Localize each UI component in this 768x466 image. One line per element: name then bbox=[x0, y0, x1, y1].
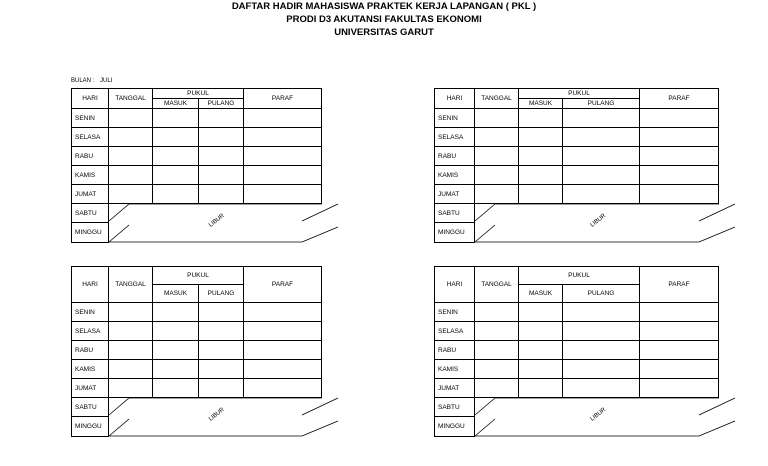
libur-left-slash-1 bbox=[109, 204, 129, 221]
day-label: RABU bbox=[435, 341, 475, 360]
col-paraf-header: PARAF bbox=[640, 89, 719, 109]
col-hari-header: HARI bbox=[72, 89, 109, 109]
attendance-table-2 bbox=[434, 88, 719, 243]
blank-cell[interactable] bbox=[153, 166, 199, 185]
col-tanggal-header: TANGGAL bbox=[475, 267, 519, 303]
day-row bbox=[435, 128, 719, 147]
day-row bbox=[435, 360, 719, 379]
day-label: SELASA bbox=[72, 322, 109, 341]
col-pukul-header: PUKUL bbox=[519, 89, 640, 99]
weekend-row bbox=[72, 398, 322, 417]
blank-cell[interactable] bbox=[153, 109, 199, 128]
day-row bbox=[72, 360, 322, 379]
libur-strip bbox=[475, 204, 735, 244]
blank-cell[interactable] bbox=[475, 185, 519, 204]
blank-cell[interactable] bbox=[563, 379, 640, 398]
blank-cell[interactable] bbox=[153, 341, 199, 360]
day-label: JUMAT bbox=[72, 379, 109, 398]
blank-cell[interactable] bbox=[519, 303, 563, 322]
libur-left-slash-1 bbox=[109, 398, 129, 415]
header-row bbox=[72, 267, 322, 285]
blank-cell[interactable] bbox=[199, 379, 244, 398]
day-row bbox=[435, 109, 719, 128]
weekend-label: SABTU bbox=[72, 398, 109, 417]
header-row bbox=[435, 89, 719, 99]
col-pulang-header: PULANG bbox=[563, 99, 640, 109]
attendance-table-4 bbox=[434, 266, 719, 437]
blank-cell[interactable] bbox=[153, 379, 199, 398]
day-label: JUMAT bbox=[72, 185, 109, 204]
blank-cell[interactable] bbox=[109, 360, 153, 379]
blank-cell[interactable] bbox=[199, 303, 244, 322]
blank-cell[interactable] bbox=[475, 109, 519, 128]
day-label: JUMAT bbox=[435, 185, 475, 204]
blank-cell[interactable] bbox=[475, 303, 519, 322]
weekend-label: MINGGU bbox=[435, 223, 475, 242]
blank-cell[interactable] bbox=[475, 322, 519, 341]
libur-area bbox=[109, 398, 322, 437]
col-pukul-header: PUKUL bbox=[153, 89, 244, 99]
col-masuk-header: MASUK bbox=[153, 285, 199, 303]
blank-cell[interactable] bbox=[640, 341, 719, 360]
blank-cell[interactable] bbox=[109, 322, 153, 341]
col-masuk-header: MASUK bbox=[519, 99, 563, 109]
blank-cell[interactable] bbox=[475, 341, 519, 360]
libur-strip bbox=[109, 204, 338, 244]
blank-cell[interactable] bbox=[153, 128, 199, 147]
libur-text: LIBUR bbox=[208, 212, 226, 229]
attendance-table-3 bbox=[71, 266, 322, 437]
day-row bbox=[72, 166, 322, 185]
day-row bbox=[435, 341, 719, 360]
blank-cell[interactable] bbox=[199, 109, 244, 128]
blank-cell[interactable] bbox=[109, 128, 153, 147]
day-label: KAMIS bbox=[72, 360, 109, 379]
blank-cell[interactable] bbox=[199, 341, 244, 360]
libur-right-slash-1 bbox=[699, 398, 735, 415]
day-row bbox=[72, 185, 322, 204]
blank-cell[interactable] bbox=[640, 109, 719, 128]
day-row bbox=[72, 379, 322, 398]
month-value: JULI bbox=[100, 78, 113, 84]
col-pulang-header: PULANG bbox=[563, 285, 640, 303]
blank-cell[interactable] bbox=[475, 379, 519, 398]
title-line-3: UNIVERSITAS GARUT bbox=[334, 27, 434, 38]
blank-cell[interactable] bbox=[109, 379, 153, 398]
col-tanggal-header: TANGGAL bbox=[109, 267, 153, 303]
blank-cell[interactable] bbox=[199, 147, 244, 166]
col-pulang-header: PULANG bbox=[199, 99, 244, 109]
blank-cell[interactable] bbox=[244, 360, 322, 379]
day-row bbox=[435, 322, 719, 341]
weekend-row bbox=[72, 204, 322, 223]
day-label: JUMAT bbox=[435, 379, 475, 398]
libur-left-slash-1 bbox=[475, 204, 495, 221]
blank-cell[interactable] bbox=[153, 147, 199, 166]
libur-right-slash-2 bbox=[302, 227, 338, 242]
libur-strip bbox=[475, 398, 735, 438]
blank-cell[interactable] bbox=[519, 379, 563, 398]
day-row bbox=[435, 379, 719, 398]
blank-cell[interactable] bbox=[563, 147, 640, 166]
blank-cell[interactable] bbox=[153, 322, 199, 341]
day-row bbox=[72, 322, 322, 341]
libur-right-slash-2 bbox=[699, 421, 735, 436]
header-row bbox=[72, 89, 322, 99]
libur-area bbox=[475, 204, 719, 243]
libur-left-slash-1 bbox=[475, 398, 495, 415]
libur-left-slash-2 bbox=[109, 225, 129, 242]
weekend-label: MINGGU bbox=[72, 417, 109, 436]
day-row bbox=[72, 128, 322, 147]
col-hari-header: HARI bbox=[435, 267, 475, 303]
day-row bbox=[435, 166, 719, 185]
blank-cell[interactable] bbox=[519, 128, 563, 147]
blank-cell[interactable] bbox=[199, 322, 244, 341]
blank-cell[interactable] bbox=[640, 379, 719, 398]
day-label: RABU bbox=[72, 147, 109, 166]
col-hari-header: HARI bbox=[435, 89, 475, 109]
libur-text: LIBUR bbox=[589, 406, 608, 423]
libur-area bbox=[109, 204, 322, 243]
day-row bbox=[435, 147, 719, 166]
blank-cell[interactable] bbox=[199, 166, 244, 185]
blank-cell[interactable] bbox=[640, 322, 719, 341]
blank-cell[interactable] bbox=[519, 360, 563, 379]
blank-cell[interactable] bbox=[563, 360, 640, 379]
blank-cell[interactable] bbox=[109, 303, 153, 322]
blank-cell[interactable] bbox=[640, 166, 719, 185]
blank-cell[interactable] bbox=[244, 128, 322, 147]
libur-text: LIBUR bbox=[589, 212, 608, 229]
blank-cell[interactable] bbox=[475, 128, 519, 147]
weekend-label: MINGGU bbox=[435, 417, 475, 436]
day-label: SENIN bbox=[435, 109, 475, 128]
blank-cell[interactable] bbox=[109, 109, 153, 128]
libur-right-slash-2 bbox=[302, 421, 338, 436]
libur-left-slash-2 bbox=[475, 225, 495, 242]
document-header bbox=[0, 0, 768, 39]
libur-wrapper bbox=[475, 398, 719, 436]
libur-right-slash-1 bbox=[302, 398, 338, 415]
day-label: SENIN bbox=[72, 109, 109, 128]
day-label: SELASA bbox=[435, 322, 475, 341]
col-masuk-header: MASUK bbox=[153, 99, 199, 109]
weekend-label: SABTU bbox=[72, 204, 109, 223]
blank-cell[interactable] bbox=[640, 147, 719, 166]
weekend-label: SABTU bbox=[435, 398, 475, 417]
day-row bbox=[435, 303, 719, 322]
col-pukul-header: PUKUL bbox=[519, 267, 640, 285]
title-line-2: PRODI D3 AKUTANSI FAKULTAS EKONOMI bbox=[286, 14, 482, 25]
blank-cell[interactable] bbox=[640, 128, 719, 147]
day-label: SELASA bbox=[435, 128, 475, 147]
blank-cell[interactable] bbox=[475, 166, 519, 185]
attendance-table-1 bbox=[71, 88, 322, 243]
day-label: SENIN bbox=[72, 303, 109, 322]
day-row bbox=[72, 109, 322, 128]
blank-cell[interactable] bbox=[640, 360, 719, 379]
blank-cell[interactable] bbox=[244, 303, 322, 322]
day-label: SELASA bbox=[72, 128, 109, 147]
blank-cell[interactable] bbox=[244, 147, 322, 166]
libur-right-slash-2 bbox=[699, 227, 735, 242]
day-row bbox=[72, 341, 322, 360]
blank-cell[interactable] bbox=[199, 360, 244, 379]
libur-wrapper bbox=[109, 204, 322, 242]
libur-wrapper bbox=[475, 204, 719, 242]
blank-cell[interactable] bbox=[153, 185, 199, 204]
libur-left-slash-2 bbox=[109, 419, 129, 436]
blank-cell[interactable] bbox=[199, 128, 244, 147]
blank-cell[interactable] bbox=[109, 147, 153, 166]
libur-right-slash-1 bbox=[302, 204, 338, 221]
col-paraf-header: PARAF bbox=[640, 267, 719, 303]
col-pulang-header: PULANG bbox=[199, 285, 244, 303]
day-row bbox=[72, 147, 322, 166]
day-label: SENIN bbox=[435, 303, 475, 322]
day-label: KAMIS bbox=[72, 166, 109, 185]
blank-cell[interactable] bbox=[519, 322, 563, 341]
blank-cell[interactable] bbox=[563, 185, 640, 204]
day-label: RABU bbox=[72, 341, 109, 360]
libur-wrapper bbox=[109, 398, 322, 436]
libur-text: LIBUR bbox=[208, 406, 226, 423]
blank-cell[interactable] bbox=[475, 147, 519, 166]
col-paraf-header: PARAF bbox=[244, 267, 322, 303]
day-row bbox=[435, 185, 719, 204]
blank-cell[interactable] bbox=[199, 185, 244, 204]
day-row bbox=[72, 303, 322, 322]
blank-cell[interactable] bbox=[244, 185, 322, 204]
weekend-label: SABTU bbox=[435, 204, 475, 223]
col-pukul-header: PUKUL bbox=[153, 267, 244, 285]
blank-cell[interactable] bbox=[519, 341, 563, 360]
col-masuk-header: MASUK bbox=[519, 285, 563, 303]
weekend-row bbox=[435, 204, 719, 223]
title-line-1: DAFTAR HADIR MAHASISWA PRAKTEK KERJA LAPANGAN ( PKL ) bbox=[231, 1, 537, 12]
blank-cell[interactable] bbox=[640, 303, 719, 322]
col-paraf-header: PARAF bbox=[244, 89, 322, 109]
day-label: RABU bbox=[435, 147, 475, 166]
blank-cell[interactable] bbox=[563, 341, 640, 360]
col-tanggal-header: TANGGAL bbox=[109, 89, 153, 109]
blank-cell[interactable] bbox=[563, 303, 640, 322]
blank-cell[interactable] bbox=[519, 185, 563, 204]
month-label bbox=[71, 78, 116, 84]
blank-cell[interactable] bbox=[244, 109, 322, 128]
header-row bbox=[435, 267, 719, 285]
blank-cell[interactable] bbox=[519, 109, 563, 128]
blank-cell[interactable] bbox=[244, 322, 322, 341]
blank-cell[interactable] bbox=[563, 166, 640, 185]
blank-cell[interactable] bbox=[109, 185, 153, 204]
col-hari-header: HARI bbox=[72, 267, 109, 303]
weekend-row bbox=[435, 398, 719, 417]
blank-cell[interactable] bbox=[109, 166, 153, 185]
month-caption: BULAN : bbox=[71, 78, 95, 84]
weekend-label: MINGGU bbox=[72, 223, 109, 242]
blank-cell[interactable] bbox=[563, 109, 640, 128]
blank-cell[interactable] bbox=[519, 147, 563, 166]
libur-area bbox=[475, 398, 719, 437]
blank-cell[interactable] bbox=[109, 341, 153, 360]
libur-left-slash-2 bbox=[475, 419, 495, 436]
blank-cell[interactable] bbox=[153, 303, 199, 322]
blank-cell[interactable] bbox=[244, 341, 322, 360]
blank-cell[interactable] bbox=[563, 322, 640, 341]
col-tanggal-header: TANGGAL bbox=[475, 89, 519, 109]
libur-strip bbox=[109, 398, 338, 438]
day-label: KAMIS bbox=[435, 360, 475, 379]
blank-cell[interactable] bbox=[153, 360, 199, 379]
blank-cell[interactable] bbox=[244, 166, 322, 185]
blank-cell[interactable] bbox=[519, 166, 563, 185]
blank-cell[interactable] bbox=[475, 360, 519, 379]
blank-cell[interactable] bbox=[563, 128, 640, 147]
blank-cell[interactable] bbox=[244, 379, 322, 398]
day-label: KAMIS bbox=[435, 166, 475, 185]
libur-right-slash-1 bbox=[699, 204, 735, 221]
blank-cell[interactable] bbox=[640, 185, 719, 204]
